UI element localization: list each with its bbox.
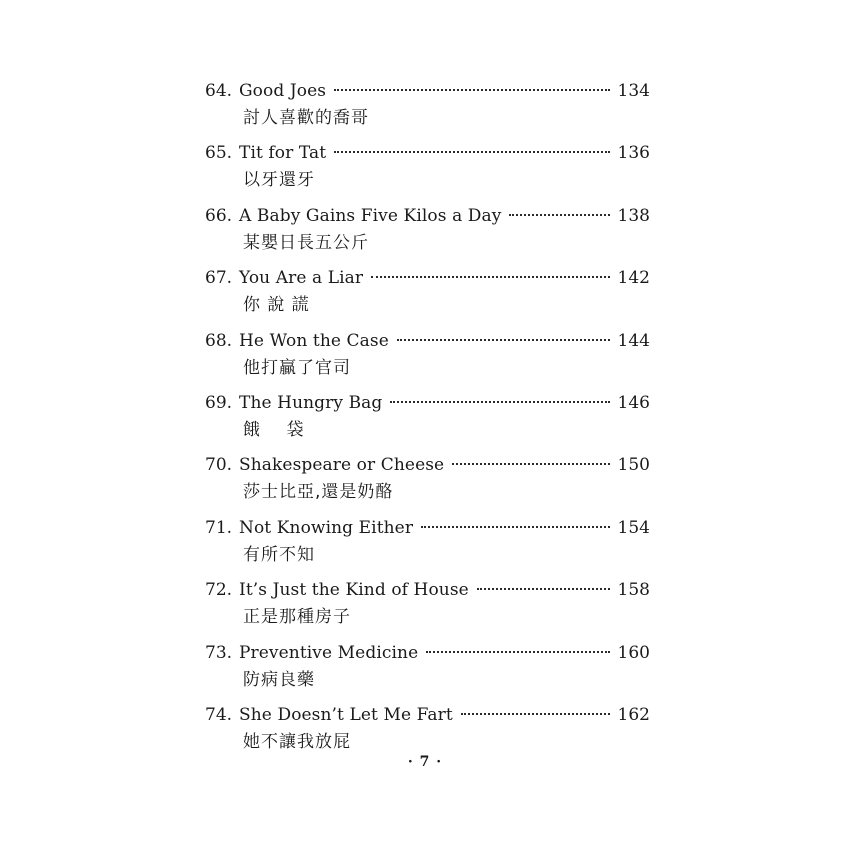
toc-entry-english-line [205, 515, 650, 541]
entry-chinese-title: 他打贏了官司 [243, 357, 351, 378]
toc-entry[interactable] [205, 640, 650, 702]
entry-page-number: 136 [617, 143, 650, 164]
entry-page-number: 138 [617, 205, 650, 226]
toc-entry-english-line [205, 577, 650, 603]
toc-entry-english-line [205, 702, 650, 728]
toc-entry-english-line [205, 452, 650, 478]
toc-entry[interactable] [205, 577, 650, 639]
toc-entry[interactable] [205, 78, 650, 140]
toc-entry[interactable] [205, 515, 650, 577]
dot-leader [371, 276, 610, 278]
dot-leader [477, 588, 610, 590]
entry-chinese-title: 餓 袋 [243, 419, 305, 440]
entry-title: Tit for Tat [239, 143, 327, 164]
toc-entry[interactable] [205, 203, 650, 265]
entry-title: A Baby Gains Five Kilos a Day [239, 205, 502, 226]
dot-leader [452, 463, 610, 465]
entry-chinese-title: 莎士比亞,還是奶酪 [243, 482, 394, 503]
dot-leader [509, 214, 610, 216]
toc-entry-english-line [205, 140, 650, 166]
entry-chinese-title: 有所不知 [243, 544, 315, 565]
page-folio: · 7 · [407, 754, 443, 770]
entry-number: 69. [205, 392, 233, 413]
toc-entry[interactable] [205, 265, 650, 327]
dot-leader [421, 526, 610, 528]
entry-number: 68. [205, 330, 233, 351]
entry-page-number: 144 [617, 330, 650, 351]
entry-page-number: 162 [617, 704, 650, 725]
toc-entry-english-line [205, 390, 650, 416]
entry-title: Preventive Medicine [239, 642, 419, 663]
entry-title: He Won the Case [239, 330, 389, 351]
entry-page-number: 160 [617, 642, 650, 663]
toc-entry[interactable] [205, 390, 650, 452]
entry-number: 64. [205, 81, 233, 101]
toc-entry-english-line [205, 328, 650, 354]
dot-leader [426, 651, 610, 653]
entry-number: 73. [205, 642, 233, 663]
entry-page-number: 134 [617, 81, 650, 101]
dot-leader [461, 713, 610, 715]
dot-leader [334, 151, 610, 153]
entry-chinese-title: 某嬰日長五公斤 [243, 232, 369, 253]
entry-page-number: 158 [617, 580, 650, 601]
table-of-contents [205, 78, 650, 764]
entry-title: She Doesn’t Let Me Fart [239, 704, 453, 725]
toc-entry[interactable] [205, 452, 650, 514]
toc-entry-english-line [205, 78, 650, 104]
entry-number: 74. [205, 704, 233, 725]
entry-title: You Are a Liar [239, 268, 364, 289]
entry-chinese-title: 防病良藥 [243, 669, 315, 690]
entry-chinese-title: 她不讓我放屁 [243, 731, 351, 752]
entry-number: 70. [205, 455, 233, 476]
entry-page-number: 150 [617, 455, 650, 476]
dot-leader [397, 339, 610, 341]
toc-entry-english-line [205, 265, 650, 291]
toc-entry[interactable] [205, 140, 650, 202]
dot-leader [390, 401, 610, 403]
entry-title: Shakespeare or Cheese [239, 455, 445, 476]
entry-chinese-title: 正是那種房子 [243, 607, 351, 628]
entry-number: 66. [205, 205, 233, 226]
entry-chinese-title: 討人喜歡的喬哥 [243, 108, 369, 128]
entry-title: Not Knowing Either [239, 517, 414, 538]
dot-leader [334, 89, 610, 91]
toc-entry-english-line [205, 203, 650, 229]
entry-page-number: 142 [617, 268, 650, 289]
entry-number: 71. [205, 517, 233, 538]
entry-page-number: 154 [617, 517, 650, 538]
entry-chinese-title: 你 說 謊 [243, 295, 310, 316]
entry-number: 67. [205, 268, 233, 289]
entry-title: The Hungry Bag [239, 392, 383, 413]
entry-number: 65. [205, 143, 233, 164]
entry-title: Good Joes [239, 81, 327, 101]
toc-entry[interactable] [205, 328, 650, 390]
entry-number: 72. [205, 580, 233, 601]
entry-title: It’s Just the Kind of House [239, 580, 469, 601]
entry-chinese-title: 以牙還牙 [243, 170, 315, 191]
toc-entry-english-line [205, 640, 650, 666]
entry-page-number: 146 [617, 392, 650, 413]
